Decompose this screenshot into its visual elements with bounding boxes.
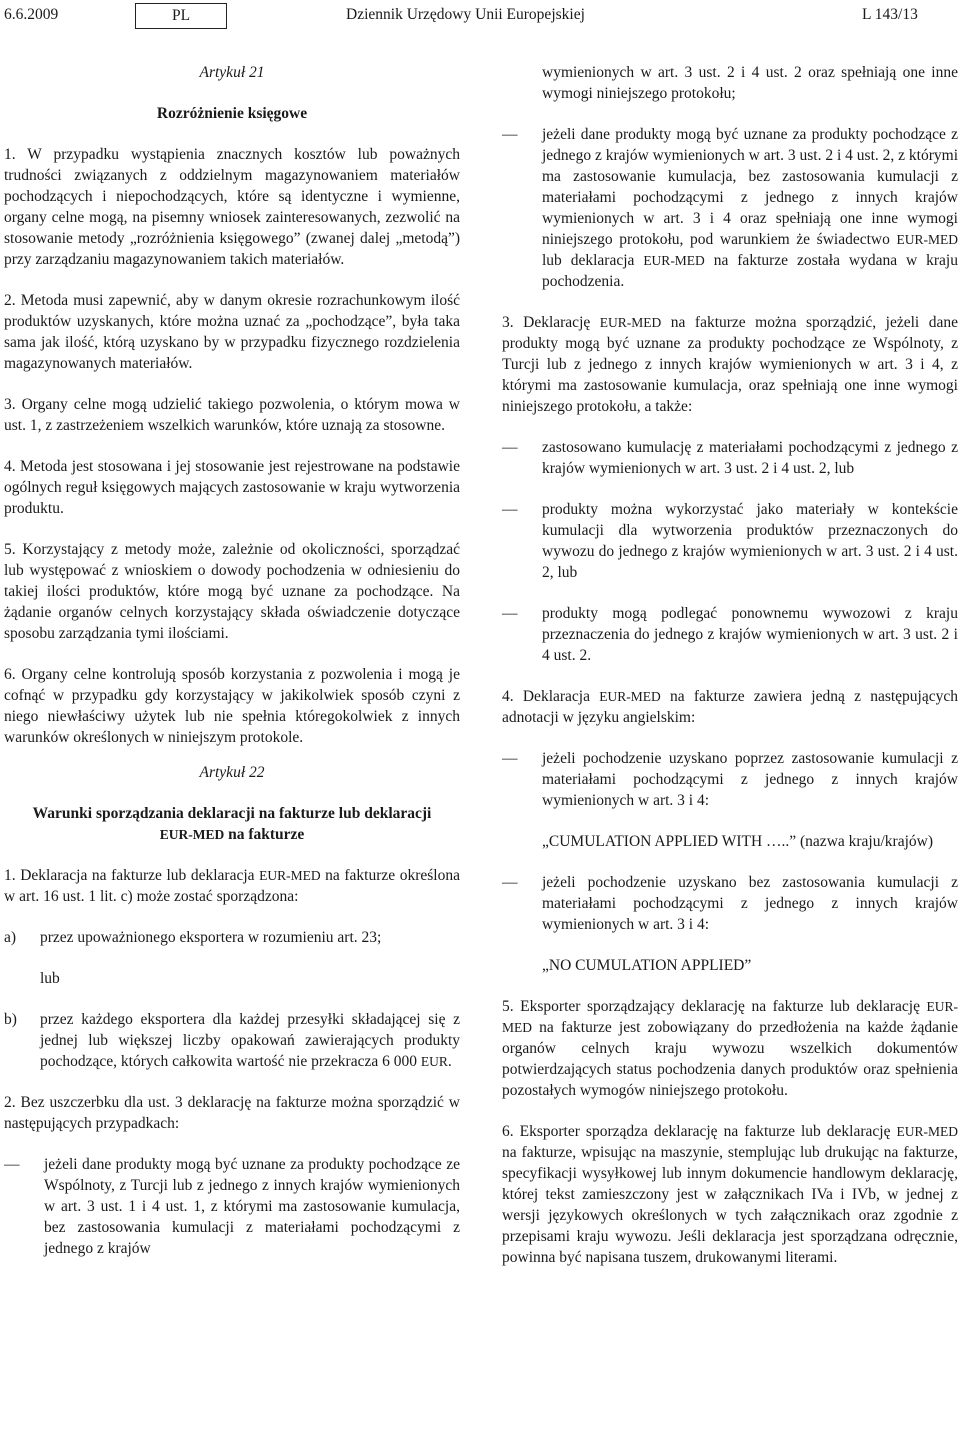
list-connector [4, 968, 460, 989]
dash-marker: — [502, 501, 518, 518]
art21-paragraph-5: 5. Korzystający z metody może, zależnie od okoliczności, sporządzać lub występować z wnioskiem o dowody pochodzenia w odniesieniu do takiej ilości produktów, które mogą być uznane za pochodzące. Na żądanie organów celnych korzystający składa oświadczenie dotyczące sposobu zarządzania tymi ilościami. [4, 541, 460, 642]
eurmed-term: EUR-MED [643, 253, 705, 268]
dash-marker: — [4, 1156, 20, 1173]
art22-paragraph-6 [502, 1121, 958, 1268]
art22-paragraph-5 [502, 996, 958, 1101]
dash-1-continuation: wymienionych w art. 3 ust. 2 i 4 ust. 2 oraz spełniają one inne wymogi niniejszego protokołu; [542, 64, 958, 102]
article-22-heading: Artykuł 22 [199, 764, 265, 781]
item-marker: a) [4, 929, 17, 946]
text-run: na fakturze można sporządzić, jeżeli dane produkty mogą być uznane za produkty pochodzące ze Wspólnoty, z Turcji lub z jednego z innych krajów wymienionych w art. 3 i 4, z którymi ma zastosowanie kumulacja, oraz spełniają one inne wymogi niniejszego protokołu, a także: [502, 314, 958, 415]
text-run: 4. Deklaracja [502, 688, 600, 705]
article-21-heading: Artykuł 21 [199, 64, 265, 81]
dash-text: zastosowano kumulację z materiałami pochodzącymi z jednego z krajów wymienionych w art. 3 ust. 2 i 4 ust. 2, lub [542, 439, 958, 477]
dash-text: produkty mogą podlegać ponownemu wywozowi z kraju przeznaczenia do jednego z krajów wymienionych w art. 3 ust. 2 i 4 ust. 2. [542, 605, 958, 664]
page-number: L 143/13 [862, 6, 918, 23]
dash-marker: — [502, 126, 518, 143]
text-run: 5. Eksporter sporządzający deklarację na fakturze lub deklarację [502, 998, 927, 1015]
eurmed-term: EUR-MED [259, 868, 321, 883]
dash-item-5 [502, 603, 958, 666]
dash-text: jeżeli dane produkty mogą być uznane za produkty pochodzące ze Wspólnoty, z Turcji lub z jednego z innych krajów wymienionych w art. 3 ust. 1 i 4 ust. 1, z którymi ma zastosowanie kumulacja, bez zastosowania kumulacji z materiałami pochodzącymi z jednego z krajów [44, 1156, 460, 1257]
article-22-title-line2: na fakturze [224, 826, 305, 843]
art21-paragraph-1: 1. W przypadku wystąpienia znacznych kosztów lub poważnych trudności związanych z oddzielnym magazynowaniem materiałów pochodzących i niepochodzących, które są identyczne i wymienne, organy celne mogą, na pisemny wniosek zainteresowanych, zezwolić na stosowanie metody „rozróżnienia księgowego” (zwanej dalej „metodą”) przy zarządzaniu magazynowaniem takich materiałów. [4, 146, 460, 268]
dash-text: jeżeli pochodzenie uzyskano poprzez zastosowanie kumulacji z materiałami pochodzącymi z jednego z innych krajów wymienionych w art. 3 i 4: [542, 750, 958, 809]
article-21-title: Rozróżnienie księgowe [156, 105, 308, 122]
annotation-quote-1: „CUMULATION APPLIED WITH …..” (nazwa kraju/krajów) [542, 833, 933, 850]
art22-paragraph-4 [502, 686, 958, 728]
text-run: na fakturze jest zobowiązany do przedłożenia na każde żądanie organów celnych kraju wywozu wszelkich dokumentów potwierdzających status pochodzenia danych produktów oraz spełnienia pozostałych wymogów niniejszego protokołu. [502, 1019, 958, 1099]
dash-item-6 [502, 748, 958, 811]
article-22-title-line1: Warunki sporządzania deklaracji na fakturze lub deklaracji [32, 805, 432, 822]
dash-text: lub deklaracja [542, 252, 644, 269]
dash-text: jeżeli pochodzenie uzyskano bez zastosowania kumulacji z materiałami pochodzącymi z jednego z innych krajów wymienionych w art. 3 i 4: [542, 874, 958, 933]
dash-text: na fakturze została wydana w kraju pochodzenia. [542, 252, 958, 290]
dash-marker: — [502, 874, 518, 891]
item-text: przez upoważnionego eksportera w rozumieniu art. 23; [40, 929, 382, 946]
item-text-end: . [447, 1053, 452, 1070]
text-run: 6. Eksporter sporządza deklarację na fakturze lub deklarację [502, 1123, 897, 1140]
page-header [0, 0, 960, 30]
text-run: na fakturze zawiera jedną z następujących adnotacji w języku angielskim: [502, 688, 958, 726]
dash-text: produkty można wykorzystać jako materiały w kontekście kumulacji dla wytworzenia produktów przeznaczonych do wywozu do jednego z krajów wymienionych w art. 3 ust. 2 i 4 ust. 2, lub [542, 501, 958, 581]
art21-paragraph-4: 4. Metoda jest stosowana i jej stosowanie jest rejestrowane na podstawie ogólnych reguł księgowych mających zastosowanie w kraju wytworzenia produktu. [4, 458, 460, 517]
item-text: przez każdego eksportera dla każdej przesyłki składającej się z jednej lub większej liczby opakowań zawierających produkty pochodzące, których całkowita wartość nie przekracza 6 000 [40, 1011, 460, 1070]
dash-item-1 [4, 1154, 460, 1259]
left-column [4, 62, 460, 1279]
article-22-title [4, 803, 460, 845]
right-column [502, 62, 958, 1288]
art21-paragraph-3: 3. Organy celne mogą udzielić takiego pozwolenia, o którym mowa w ust. 1, z zastrzeżeniem wszelkich warunków, które uznają za stosowne. [4, 396, 460, 434]
eurmed-term: EUR-MED [599, 315, 662, 330]
art22-paragraph-1 [4, 865, 460, 907]
dash-text: jeżeli dane produkty mogą być uznane za produkty pochodzące z jednego z krajów wymienionych w art. 3 ust. 2 i 4 ust. 2, z którymi ma zastosowanie kumulacja, bez zastosowania kumulacji z materiałami pochodzącymi z jednego z innych krajów wymienionych w art. 3 i 4 oraz spełniają one inne wymogi niniejszego protokołu, pod warunkiem że świadectwo [542, 126, 958, 248]
journal-title: Dziennik Urzędowy Unii Europejskiej [346, 6, 585, 23]
dash-item-2 [502, 124, 958, 292]
text-run: 1. Deklaracja na fakturze lub deklaracja [4, 867, 260, 884]
item-marker: b) [4, 1011, 17, 1028]
art22-paragraph-2: 2. Bez uszczerbku dla ust. 3 deklarację na fakturze można sporządzić w następujących przypadkach: [4, 1094, 460, 1132]
art21-paragraph-2: 2. Metoda musi zapewnić, aby w danym okresie rozrachunkowym ilość produktów uzyskanych, które można uznać za „pochodzące”, była taka sama jak ilość, którą uzyskano by w przypadku fizycznego rozdzielenia magazynowanych materiałów. [4, 292, 460, 372]
dash-item-3 [502, 437, 958, 479]
text-run: na fakturze określona w art. 16 ust. 1 lit. c) może zostać sporządzona: [4, 867, 460, 905]
dash-marker: — [502, 750, 518, 767]
publication-date: 6.6.2009 [4, 6, 59, 23]
article-22-title-eurmed: EUR-MED [159, 827, 225, 842]
dash-marker: — [502, 605, 518, 622]
annotation-quote-2: „NO CUMULATION APPLIED” [542, 957, 752, 974]
dash-item-7 [502, 872, 958, 935]
text-run: na fakturze, wpisując na maszynie, stemplując lub drukując na fakturze, specyfikacji wysyłkowej lub innym dokumencie handlowym deklarację, której tekst zamieszczony jest w załącznikach IVa i IVb, w jednej z wersji językowych określonych w tych załącznikach oraz zgodnie z przepisami kraju wywozu. Jeśli deklaracja jest sporządzana odręcznie, powinna być napisana tuszem, drukowanymi literami. [502, 1144, 958, 1266]
eurmed-term: EUR-MED [599, 689, 661, 704]
dash-item-4 [502, 499, 958, 583]
text-run: 3. Deklarację [502, 314, 600, 331]
connector-text: lub [40, 970, 60, 987]
list-item-a [4, 927, 460, 948]
art21-paragraph-6: 6. Organy celne kontrolują sposób korzystania z pozwolenia i mogą je cofnąć w przypadku gdy korzystający w jakikolwiek sposób czyni z niego niewłaściwy użytek lub nie spełnia któregokolwiek z innych warunków określonych w niniejszym protokole. [4, 666, 460, 746]
dash-marker: — [502, 439, 518, 456]
art22-paragraph-3 [502, 312, 958, 417]
list-item-b [4, 1009, 460, 1072]
eur-term: EUR [420, 1054, 448, 1069]
eurmed-term: EUR-MED [502, 999, 958, 1035]
language-badge: PL [135, 3, 227, 29]
eurmed-term: EUR-MED [896, 1124, 958, 1139]
eurmed-term: EUR-MED [896, 232, 958, 247]
